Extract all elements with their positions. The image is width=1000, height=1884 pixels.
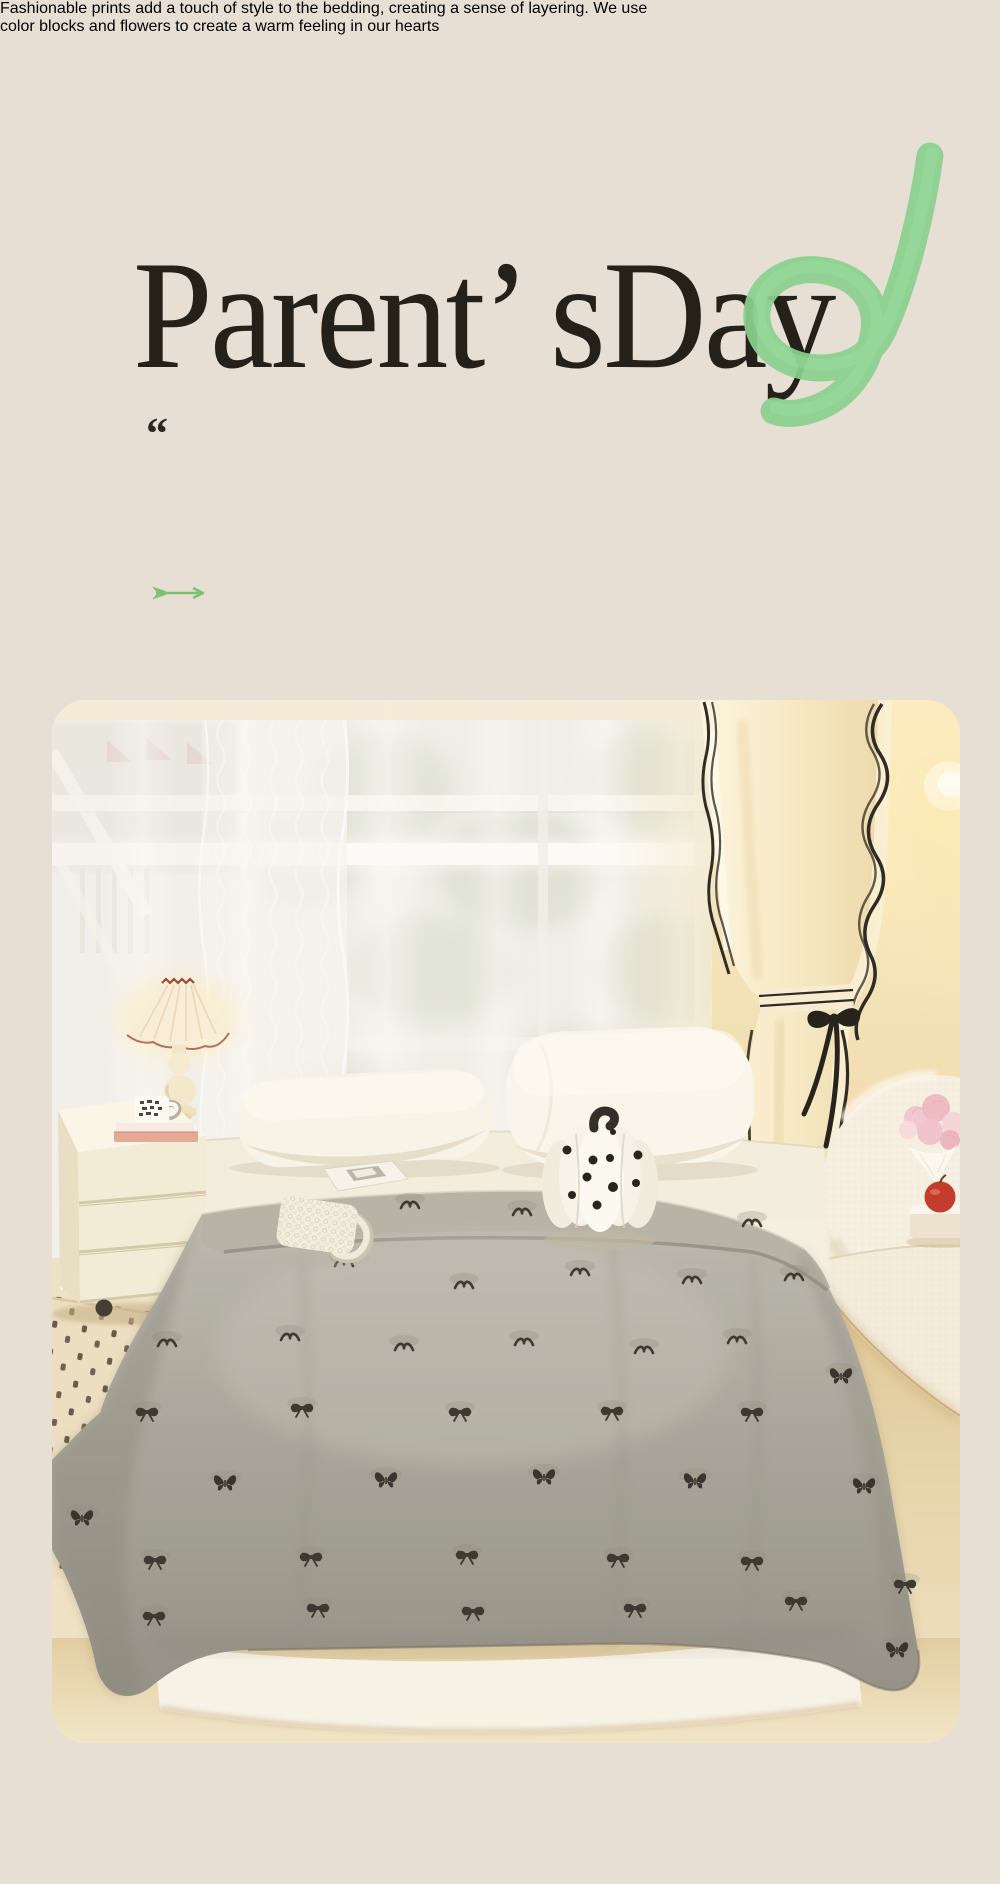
warm-tone-overlay: [52, 700, 960, 1743]
bedroom-scene: [52, 700, 960, 1743]
green-arrow-icon: [151, 586, 211, 600]
description-line-2: color blocks and flowers to create a warm feeling in our hearts: [0, 18, 440, 35]
description-line-1: Fashionable prints add a touch of style to the bedding, creating a sense of layering. We use: [0, 0, 648, 17]
page-title: Parent’ sDay: [133, 229, 834, 401]
green-scribble-decoration: [690, 128, 960, 448]
product-photo: [52, 700, 960, 1743]
quote-mark: “: [146, 409, 168, 458]
